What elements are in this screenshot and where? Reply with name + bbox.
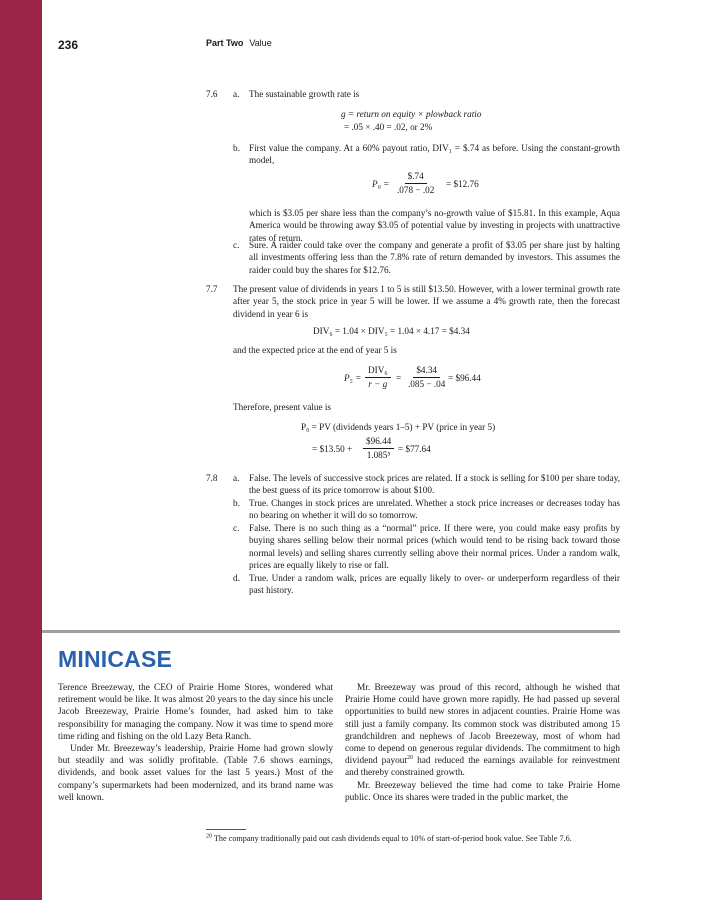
footnote-rule bbox=[206, 829, 246, 830]
item-b-label: b. bbox=[233, 498, 240, 508]
pv-denominator: 1.085⁵ bbox=[366, 450, 391, 460]
p0-numerator: $.74 bbox=[405, 171, 427, 184]
p0-denominator: .078 − .02 bbox=[397, 185, 435, 195]
section-divider bbox=[42, 630, 620, 633]
expected-price-text: and the expected price at the end of year 5 is bbox=[233, 345, 397, 355]
item-d-label: d. bbox=[233, 573, 240, 583]
pv-equation-1: P₀ = PV (dividends years 1–5) + PV (price in year 5) bbox=[301, 422, 496, 432]
item-c-label: c. bbox=[233, 240, 240, 250]
p5-result: = $96.44 bbox=[448, 373, 481, 383]
problem-7-7-number: 7.7 bbox=[206, 284, 218, 294]
page-number: 236 bbox=[58, 38, 79, 52]
minicase-paragraph bbox=[345, 682, 620, 780]
minicase-paragraph: Under Mr. Breezeway’s leadership, Prairie Home had grown slowly but steadily and was solidly profitable. (Table 7.6 shows earnings, dividends, and book asset values for the last 5 years.) Most of the company’s supermarkets had been modernized, and its brand name was well known. bbox=[58, 744, 333, 803]
p5-fraction-2 bbox=[405, 365, 448, 390]
footnote-mark: 20 bbox=[206, 833, 212, 840]
item-c-label: c. bbox=[233, 523, 240, 533]
p5-numerator-1: DIV₆ bbox=[365, 365, 391, 378]
raider-text: Sure. A raider could take over the company and generate a profit of $3.05 per share just by halting all investments offering less than the 7.8% rate of return demanded by investors. This assumes the raider could buy the shares for $12.76. bbox=[249, 240, 620, 275]
minicase-right-column bbox=[345, 682, 620, 804]
footnote bbox=[206, 833, 572, 844]
footnote-reference: 20 bbox=[406, 755, 413, 762]
terminal-growth-text: The present value of dividends in years 1 to 5 is still $13.50. However, with a lower terminal growth rate after year 5, the stock price in year 5 will be lower. If we assume a 4% growth rate, then the forecast dividend in year 6 is bbox=[233, 284, 620, 319]
changes-text: True. Changes in stock prices are unrelated. Whether a stock price increases or decreases today has no bearing on whether it will do so tomorrow. bbox=[249, 498, 620, 521]
constant-growth-text: First value the company. At a 60% payout ratio, DIV₁ = $.74 as before. Using the constant-growth model, bbox=[249, 143, 620, 166]
normal-price-text: False. There is no such thing as a “normal” price. If there were, you could make easy profits by buying shares selling below their normal prices (which would tend to be rising back toward those normal levels) and selling shares currently selling above their normal prices. Under a random walk, prices are equally likely to rise or fall. bbox=[249, 523, 620, 571]
problem-7-8-number: 7.8 bbox=[206, 473, 218, 483]
pv-fraction bbox=[363, 436, 394, 461]
part-label: Part Two bbox=[206, 38, 244, 48]
p5-fraction-1 bbox=[365, 365, 391, 390]
levels-text: False. The levels of successive stock prices are related. If a stock is selling for $100 per share today, the best guess of its price tomorrow is about $100. bbox=[249, 473, 620, 496]
p0-lhs: P₀ = bbox=[372, 179, 390, 189]
p5-denominator-1: r − g bbox=[368, 379, 388, 389]
no-growth-comparison-text: which is $3.05 per share less than the company’s no-growth value of $15.81. In this example, Aqua America would be throwing away $3.05 of potential value by investing in projects with unattractive rates of return. bbox=[249, 208, 620, 243]
pv-result: = $77.64 bbox=[398, 444, 431, 454]
therefore-text: Therefore, present value is bbox=[233, 402, 331, 412]
minicase-title: MINICASE bbox=[58, 646, 173, 672]
paragraph-text: Mr. Breezeway was proud of this record, although he wished that Prairie Home could have grown more rapidly. He had passed up several opportunities to build new stores in adjacent counties. Prairie Home was still just a family company. Its common stock was distributed among 15 grandchildren and nephews of Jacob Breezeway, most of whom had come to depend on generous regular dividends. The commitment to high dividend payout bbox=[345, 683, 620, 767]
growth-equation-2: = .05 × .40 = .02, or 2% bbox=[344, 122, 433, 132]
pv-equation-2-lhs: = $13.50 + bbox=[312, 444, 353, 454]
paragraph-text: had reduced the earnings available for reinvestment and thereby constrained growth. bbox=[345, 756, 620, 779]
pv-numerator: $96.44 bbox=[363, 436, 394, 449]
p5-equals: = bbox=[396, 373, 402, 383]
random-walk-text: True. Under a random walk, prices are equally likely to over- or underperform regardless of their past history. bbox=[249, 573, 620, 596]
p0-fraction bbox=[394, 171, 437, 196]
footnote-text: The company traditionally paid out cash dividends equal to 10% of start-of-period book value. See Table 7.6. bbox=[213, 834, 572, 843]
item-a-label: a. bbox=[233, 89, 240, 99]
running-header bbox=[206, 38, 272, 48]
p5-numerator-2: $4.34 bbox=[413, 365, 440, 378]
p5-lhs: P₅ = bbox=[344, 373, 362, 383]
book-spine-band bbox=[0, 0, 42, 900]
item-b-label: b. bbox=[233, 143, 240, 153]
minicase-paragraph: Mr. Breezeway believed the time had come to take Prairie Home public. Once its shares were traded in the public market, the bbox=[345, 780, 620, 803]
minicase-paragraph: Terence Breezeway, the CEO of Prairie Home Stores, wondered what retirement would be like. It was almost 20 years to the day since his uncle Jacob Breezeway, Prairie Home’s founder, had asked him to take responsibility for managing the company. Now it was time to spend more time riding and fishing on the old Lazy Beta Ranch. bbox=[58, 683, 333, 742]
minicase-left-column bbox=[58, 682, 333, 804]
div6-equation: DIV₆ = 1.04 × DIV₅ = 1.04 × 4.17 = $4.34 bbox=[313, 326, 470, 336]
problem-7-6-number: 7.6 bbox=[206, 89, 218, 99]
growth-equation-1: g = return on equity × plowback ratio bbox=[341, 109, 482, 119]
p5-denominator-2: .085 − .04 bbox=[408, 379, 446, 389]
p0-result: = $12.76 bbox=[446, 179, 479, 189]
sustainable-growth-text: The sustainable growth rate is bbox=[249, 89, 360, 99]
section-label: Value bbox=[249, 38, 272, 48]
item-a-label: a. bbox=[233, 473, 240, 483]
